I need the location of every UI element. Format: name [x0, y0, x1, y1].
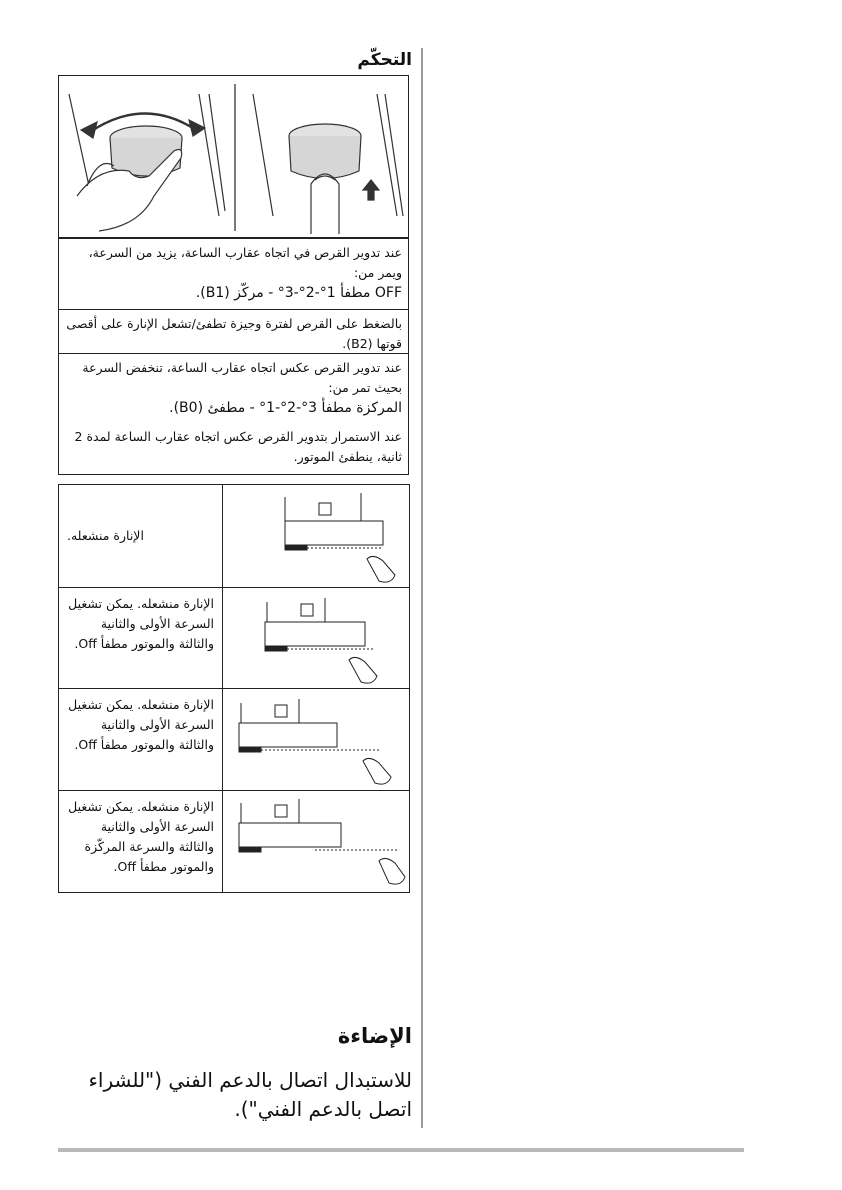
knob-drawing — [59, 76, 410, 239]
column-divider — [421, 48, 423, 1128]
table-cell-text: الإنارة منشعله. — [59, 485, 223, 587]
table-cell-text: الإنارة منشعله. يمكن تشغيل السرعة الأولى والثانية والثالثة والموتور مطفأ Off. — [59, 588, 223, 689]
table-cell-text: الإنارة منشعله. يمكن تشغيل السرعة الأولى والثانية والثالثة والموتور مطفأ Off. — [59, 689, 223, 791]
b0-sequence: المركزة مطفأ 3°-2°-1° - مطفئ (B0). — [169, 400, 402, 416]
hood-position-diagram — [223, 485, 409, 587]
b0-description: عند تدوير القرص عكس اتجاه عقارب الساعة، تنخفض السرعة بحيث تمر من: — [82, 360, 402, 395]
table-row — [59, 688, 409, 791]
section-heading-lighting: الإضاءة — [337, 1024, 412, 1048]
section-heading-control: التحكّم — [357, 50, 412, 70]
rotate-knob-drawing — [69, 94, 225, 231]
press-knob-drawing — [253, 94, 403, 234]
instruction-b2 — [58, 310, 409, 354]
table-row — [59, 587, 409, 689]
hood-position-diagram — [223, 588, 409, 689]
table-row — [59, 485, 409, 587]
b2-description: بالضغط على القرص لفترة وجيزة تطفئ/تشعل الإنارة على أقصى قوتها (B2). — [66, 316, 402, 351]
hood-position-table — [58, 484, 410, 893]
knob-illustration — [58, 75, 409, 238]
instruction-b1 — [58, 238, 409, 310]
b1-sequence: OFF مطفأ 1°-2°-3° - مركّز (B1). — [195, 285, 402, 301]
table-row — [59, 790, 409, 893]
hood-position-diagram — [223, 791, 409, 893]
b0-motor-off-note: عند الاستمرار بتدوير القرص عكس اتجاه عقارب الساعة لمدة 2 ثانية، ينطفئ الموتور. — [74, 429, 402, 464]
table-cell-text: الإنارة منشعله. يمكن تشغيل السرعة الأولى والثانية والثالثة والسرعة المركّزة والموتور مطفأ Off. — [59, 791, 223, 893]
lighting-text: للاستبدال اتصال بالدعم الفني ("للشراء اتصل بالدعم الفني"). — [88, 1068, 412, 1121]
hood-position-diagram — [223, 689, 409, 791]
instruction-b0 — [58, 354, 409, 475]
b1-description: عند تدوير القرص في اتجاه عقارب الساعة، يزيد من السرعة، ويمر من: — [88, 245, 402, 280]
footer-rule — [58, 1148, 744, 1152]
